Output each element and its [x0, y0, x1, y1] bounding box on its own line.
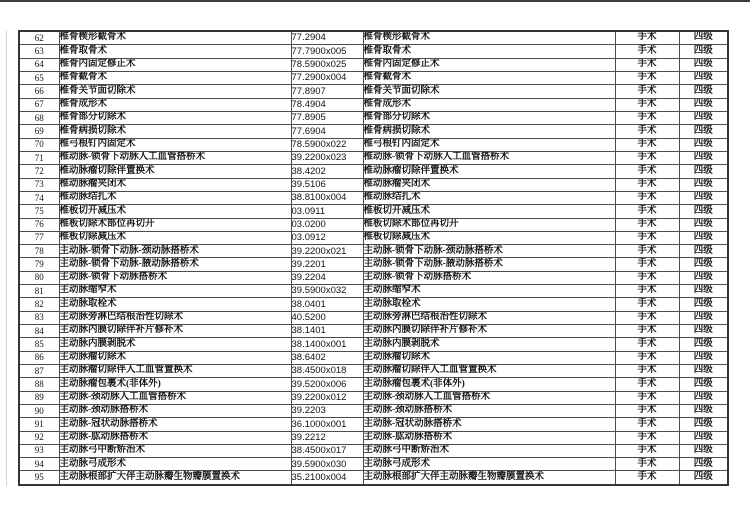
procedure-code: 39.2204: [291, 271, 363, 284]
procedure-name-secondary: 主动脉取栓术: [363, 298, 615, 311]
procedure-name: 椎骨关节面切除术: [59, 85, 291, 98]
procedure-name: 椎骨截骨术: [59, 72, 291, 85]
table-row: [19, 245, 728, 258]
procedure-type: 手术: [615, 245, 679, 258]
procedure-type: 手术: [615, 205, 679, 218]
procedure-name-secondary: 椎动脉瘤夹闭术: [363, 178, 615, 191]
procedure-level: 四级: [679, 85, 728, 98]
procedure-code: 78.5900x025: [291, 58, 363, 71]
row-number: 67: [19, 98, 59, 111]
procedure-name: 椎骨内固定修正术: [59, 58, 291, 71]
table-row: [19, 471, 728, 485]
procedure-code: 78.4904: [291, 98, 363, 111]
table-row: [19, 98, 728, 111]
procedure-level: 四级: [679, 191, 728, 204]
procedure-level: 四级: [679, 178, 728, 191]
procedure-type: 手术: [615, 391, 679, 404]
procedure-name: 主动脉-颈动脉人工血管搭桥术: [59, 391, 291, 404]
procedure-level: 四级: [679, 285, 728, 298]
procedure-code: 39.5900x032: [291, 285, 363, 298]
procedure-type: 手术: [615, 218, 679, 231]
procedure-code: 38.4202: [291, 165, 363, 178]
procedure-code: 39.5200x006: [291, 378, 363, 391]
procedure-type: 手术: [615, 271, 679, 284]
procedure-name-secondary: 主动脉弓成形术: [363, 458, 615, 471]
table-row: [19, 271, 728, 284]
procedure-name-secondary: 主动脉瘤切除术: [363, 351, 615, 364]
table-row: [19, 338, 728, 351]
row-number: 63: [19, 45, 59, 58]
procedure-type: 手术: [615, 258, 679, 271]
procedure-name: 主动脉缩窄术: [59, 285, 291, 298]
table-row: [19, 112, 728, 125]
procedure-name: 主动脉内膜剥脱术: [59, 338, 291, 351]
row-number: 89: [19, 391, 59, 404]
row-number: 90: [19, 404, 59, 417]
procedure-type: 手术: [615, 85, 679, 98]
table-row: [19, 258, 728, 271]
procedure-name-secondary: 主动脉-锁骨下动脉-腋动脉搭桥术: [363, 258, 615, 271]
procedure-name: 主动脉根部扩大伴主动脉瓣生物瓣膜置换术: [59, 471, 291, 485]
table-row: [19, 125, 728, 138]
procedure-name: 椎骨成形术: [59, 98, 291, 111]
procedure-level: 四级: [679, 404, 728, 417]
procedure-grading-table: [18, 30, 729, 486]
procedure-level: 四级: [679, 338, 728, 351]
table-row: [19, 31, 728, 45]
procedure-level: 四级: [679, 205, 728, 218]
procedure-name: 主动脉内膜切除伴补片修补术: [59, 325, 291, 338]
procedure-name: 主动脉瘤切除伴人工血管置换术: [59, 364, 291, 377]
table-row: [19, 418, 728, 431]
procedure-name-secondary: 主动脉-肱动脉搭桥术: [363, 431, 615, 444]
table-row: [19, 45, 728, 58]
row-number: 79: [19, 258, 59, 271]
table-row: [19, 218, 728, 231]
procedure-name-secondary: 椎板切除减压术: [363, 231, 615, 244]
procedure-code: 77.8907: [291, 85, 363, 98]
row-number: 77: [19, 231, 59, 244]
procedure-name-secondary: 主动脉瘤切除伴人工血管置换术: [363, 364, 615, 377]
procedure-level: 四级: [679, 458, 728, 471]
procedure-type: 手术: [615, 125, 679, 138]
table-row: [19, 165, 728, 178]
procedure-level: 四级: [679, 271, 728, 284]
procedure-name: 主动脉-锁骨下动脉-腋动脉搭桥术: [59, 258, 291, 271]
procedure-level: 四级: [679, 418, 728, 431]
procedure-type: 手术: [615, 471, 679, 485]
procedure-name: 椎动脉瘤切除伴置换术: [59, 165, 291, 178]
table-row: [19, 191, 728, 204]
procedure-code: 38.6402: [291, 351, 363, 364]
procedure-code: 77.8905: [291, 112, 363, 125]
procedure-name-secondary: 椎弓根钉内固定术: [363, 138, 615, 151]
procedure-level: 四级: [679, 72, 728, 85]
procedure-level: 四级: [679, 351, 728, 364]
procedure-code: 39.2200x012: [291, 391, 363, 404]
row-number: 74: [19, 191, 59, 204]
procedure-type: 手术: [615, 378, 679, 391]
row-number: 87: [19, 364, 59, 377]
procedure-level: 四级: [679, 218, 728, 231]
procedure-code: 38.1401: [291, 325, 363, 338]
row-number: 83: [19, 311, 59, 324]
procedure-code: 38.0401: [291, 298, 363, 311]
table-row: [19, 444, 728, 457]
row-number: 88: [19, 378, 59, 391]
table-row: [19, 364, 728, 377]
procedure-code: 39.2200x023: [291, 151, 363, 164]
table-row: [19, 72, 728, 85]
table-row: [19, 85, 728, 98]
procedure-level: 四级: [679, 125, 728, 138]
procedure-code: 77.6904: [291, 125, 363, 138]
procedure-level: 四级: [679, 325, 728, 338]
procedure-name: 主动脉-肱动脉搭桥术: [59, 431, 291, 444]
procedure-name: 椎动脉结扎术: [59, 191, 291, 204]
row-number: 92: [19, 431, 59, 444]
procedure-code: 40.5200: [291, 311, 363, 324]
row-number: 94: [19, 458, 59, 471]
procedure-type: 手术: [615, 191, 679, 204]
table-row: [19, 285, 728, 298]
procedure-level: 四级: [679, 151, 728, 164]
procedure-name-secondary: 主动脉根部扩大伴主动脉瓣生物瓣膜置换术: [363, 471, 615, 485]
procedure-level: 四级: [679, 391, 728, 404]
procedure-name-secondary: 椎骨截骨术: [363, 72, 615, 85]
procedure-code: 38.4500x017: [291, 444, 363, 457]
procedure-code: 39.5900x030: [291, 458, 363, 471]
row-number: 86: [19, 351, 59, 364]
procedure-level: 四级: [679, 245, 728, 258]
procedure-type: 手术: [615, 31, 679, 45]
procedure-type: 手术: [615, 458, 679, 471]
row-number: 78: [19, 245, 59, 258]
procedure-type: 手术: [615, 364, 679, 377]
procedure-level: 四级: [679, 378, 728, 391]
procedure-code: 77.2904: [291, 31, 363, 45]
procedure-code: 38.4500x018: [291, 364, 363, 377]
procedure-type: 手术: [615, 72, 679, 85]
procedure-level: 四级: [679, 231, 728, 244]
row-number: 93: [19, 444, 59, 457]
procedure-code: 35.2100x004: [291, 471, 363, 485]
procedure-level: 四级: [679, 444, 728, 457]
row-number: 76: [19, 218, 59, 231]
row-number: 80: [19, 271, 59, 284]
procedure-name: 椎板切除术部位再切开: [59, 218, 291, 231]
row-number: 84: [19, 325, 59, 338]
procedure-code: 78.5900x022: [291, 138, 363, 151]
procedure-name: 椎骨楔形截骨术: [59, 31, 291, 45]
procedure-name-secondary: 椎动脉-锁骨下动脉人工血管搭桥术: [363, 151, 615, 164]
page-top-rule: [0, 0, 750, 2]
procedure-name-secondary: 主动脉内膜切除伴补片修补术: [363, 325, 615, 338]
procedure-level: 四级: [679, 112, 728, 125]
row-number: 95: [19, 471, 59, 485]
procedure-name: 椎骨病损切除术: [59, 125, 291, 138]
procedure-type: 手术: [615, 351, 679, 364]
row-number: 72: [19, 165, 59, 178]
procedure-name: 主动脉瘤切除术: [59, 351, 291, 364]
procedure-name-secondary: 椎动脉瘤切除伴置换术: [363, 165, 615, 178]
procedure-name: 主动脉弓中断矫治术: [59, 444, 291, 457]
procedure-name-secondary: 主动脉内膜剥脱术: [363, 338, 615, 351]
procedure-name: 主动脉弓成形术: [59, 458, 291, 471]
row-number: 70: [19, 138, 59, 151]
procedure-name: 主动脉-颈动脉搭桥术: [59, 404, 291, 417]
procedure-name-secondary: 椎骨楔形截骨术: [363, 31, 615, 45]
procedure-name: 主动脉-锁骨下动脉-颈动脉搭桥术: [59, 245, 291, 258]
table-row: [19, 325, 728, 338]
procedure-type: 手术: [615, 151, 679, 164]
procedure-code: 38.1400x001: [291, 338, 363, 351]
table-row: [19, 378, 728, 391]
procedure-name-secondary: 主动脉-锁骨下动脉搭桥术: [363, 271, 615, 284]
procedure-level: 四级: [679, 431, 728, 444]
procedure-type: 手术: [615, 404, 679, 417]
procedure-type: 手术: [615, 431, 679, 444]
table-row: [19, 351, 728, 364]
procedure-type: 手术: [615, 165, 679, 178]
procedure-name: 椎板切除减压术: [59, 231, 291, 244]
procedure-name: 主动脉-锁骨下动脉搭桥术: [59, 271, 291, 284]
procedure-level: 四级: [679, 298, 728, 311]
procedure-type: 手术: [615, 58, 679, 71]
procedure-name-secondary: 椎骨病损切除术: [363, 125, 615, 138]
procedure-code: 77.7900x005: [291, 45, 363, 58]
procedure-name-secondary: 主动脉-锁骨下动脉-颈动脉搭桥术: [363, 245, 615, 258]
procedure-type: 手术: [615, 418, 679, 431]
table-row: [19, 151, 728, 164]
procedure-name: 椎骨部分切除术: [59, 112, 291, 125]
procedure-level: 四级: [679, 165, 728, 178]
row-number: 65: [19, 72, 59, 85]
procedure-name: 椎弓根钉内固定术: [59, 138, 291, 151]
procedure-name: 主动脉旁淋巴结根治性切除术: [59, 311, 291, 324]
procedure-name: 椎骨取骨术: [59, 45, 291, 58]
procedure-table-body: [19, 31, 728, 485]
row-number: 81: [19, 285, 59, 298]
procedure-name-secondary: 椎骨内固定修正术: [363, 58, 615, 71]
procedure-level: 四级: [679, 31, 728, 45]
procedure-code: 39.2212: [291, 431, 363, 444]
procedure-name-secondary: 主动脉-颈动脉搭桥术: [363, 404, 615, 417]
procedure-level: 四级: [679, 311, 728, 324]
procedure-code: 38.8100x004: [291, 191, 363, 204]
procedure-name-secondary: 主动脉瘤包裹术(非体外): [363, 378, 615, 391]
procedure-name-secondary: 椎骨取骨术: [363, 45, 615, 58]
procedure-code: 39.2200x021: [291, 245, 363, 258]
procedure-type: 手术: [615, 112, 679, 125]
procedure-level: 四级: [679, 45, 728, 58]
procedure-level: 四级: [679, 258, 728, 271]
procedure-code: 77.2900x004: [291, 72, 363, 85]
procedure-name: 椎板切开减压术: [59, 205, 291, 218]
procedure-name-secondary: 主动脉缩窄术: [363, 285, 615, 298]
row-number: 71: [19, 151, 59, 164]
procedure-name: 主动脉-冠状动脉搭桥术: [59, 418, 291, 431]
procedure-type: 手术: [615, 325, 679, 338]
procedure-type: 手术: [615, 298, 679, 311]
table-row: [19, 298, 728, 311]
procedure-name-secondary: 主动脉旁淋巴结根治性切除术: [363, 311, 615, 324]
procedure-code: 39.2203: [291, 404, 363, 417]
procedure-name: 主动脉取栓术: [59, 298, 291, 311]
procedure-name-secondary: 椎板切除术部位再切开: [363, 218, 615, 231]
procedure-name-secondary: 椎骨部分切除术: [363, 112, 615, 125]
table-row: [19, 431, 728, 444]
procedure-level: 四级: [679, 58, 728, 71]
table-row: [19, 58, 728, 71]
table-row: [19, 205, 728, 218]
row-number: 73: [19, 178, 59, 191]
procedure-type: 手术: [615, 285, 679, 298]
procedure-type: 手术: [615, 45, 679, 58]
procedure-type: 手术: [615, 338, 679, 351]
procedure-type: 手术: [615, 178, 679, 191]
procedure-type: 手术: [615, 311, 679, 324]
procedure-name: 主动脉瘤包裹术(非体外): [59, 378, 291, 391]
table-row: [19, 458, 728, 471]
row-number: 69: [19, 125, 59, 138]
row-number: 75: [19, 205, 59, 218]
procedure-code: 03.0911: [291, 205, 363, 218]
procedure-type: 手术: [615, 138, 679, 151]
table-row: [19, 178, 728, 191]
procedure-name-secondary: 椎动脉结扎术: [363, 191, 615, 204]
table-row: [19, 404, 728, 417]
procedure-name: 椎动脉-锁骨下动脉人工血管搭桥术: [59, 151, 291, 164]
row-number: 91: [19, 418, 59, 431]
procedure-type: 手术: [615, 444, 679, 457]
procedure-level: 四级: [679, 138, 728, 151]
row-number: 68: [19, 112, 59, 125]
procedure-level: 四级: [679, 471, 728, 485]
procedure-code: 39.2201: [291, 258, 363, 271]
page-edge-shadow: [6, 31, 7, 486]
procedure-name-secondary: 主动脉-颈动脉人工血管搭桥术: [363, 391, 615, 404]
procedure-name-secondary: 椎板切开减压术: [363, 205, 615, 218]
row-number: 66: [19, 85, 59, 98]
procedure-name-secondary: 主动脉-冠状动脉搭桥术: [363, 418, 615, 431]
table-row: [19, 391, 728, 404]
row-number: 62: [19, 31, 59, 45]
table-row: [19, 311, 728, 324]
table-row: [19, 231, 728, 244]
table-row: [19, 138, 728, 151]
procedure-level: 四级: [679, 364, 728, 377]
row-number: 85: [19, 338, 59, 351]
row-number: 64: [19, 58, 59, 71]
procedure-code: 03.0912: [291, 231, 363, 244]
procedure-level: 四级: [679, 98, 728, 111]
procedure-name-secondary: 椎骨关节面切除术: [363, 85, 615, 98]
procedure-code: 36.1000x001: [291, 418, 363, 431]
procedure-type: 手术: [615, 231, 679, 244]
procedure-type: 手术: [615, 98, 679, 111]
procedure-name-secondary: 主动脉弓中断矫治术: [363, 444, 615, 457]
procedure-name-secondary: 椎骨成形术: [363, 98, 615, 111]
procedure-code: 03.0200: [291, 218, 363, 231]
procedure-name: 椎动脉瘤夹闭术: [59, 178, 291, 191]
row-number: 82: [19, 298, 59, 311]
procedure-code: 39.5106: [291, 178, 363, 191]
